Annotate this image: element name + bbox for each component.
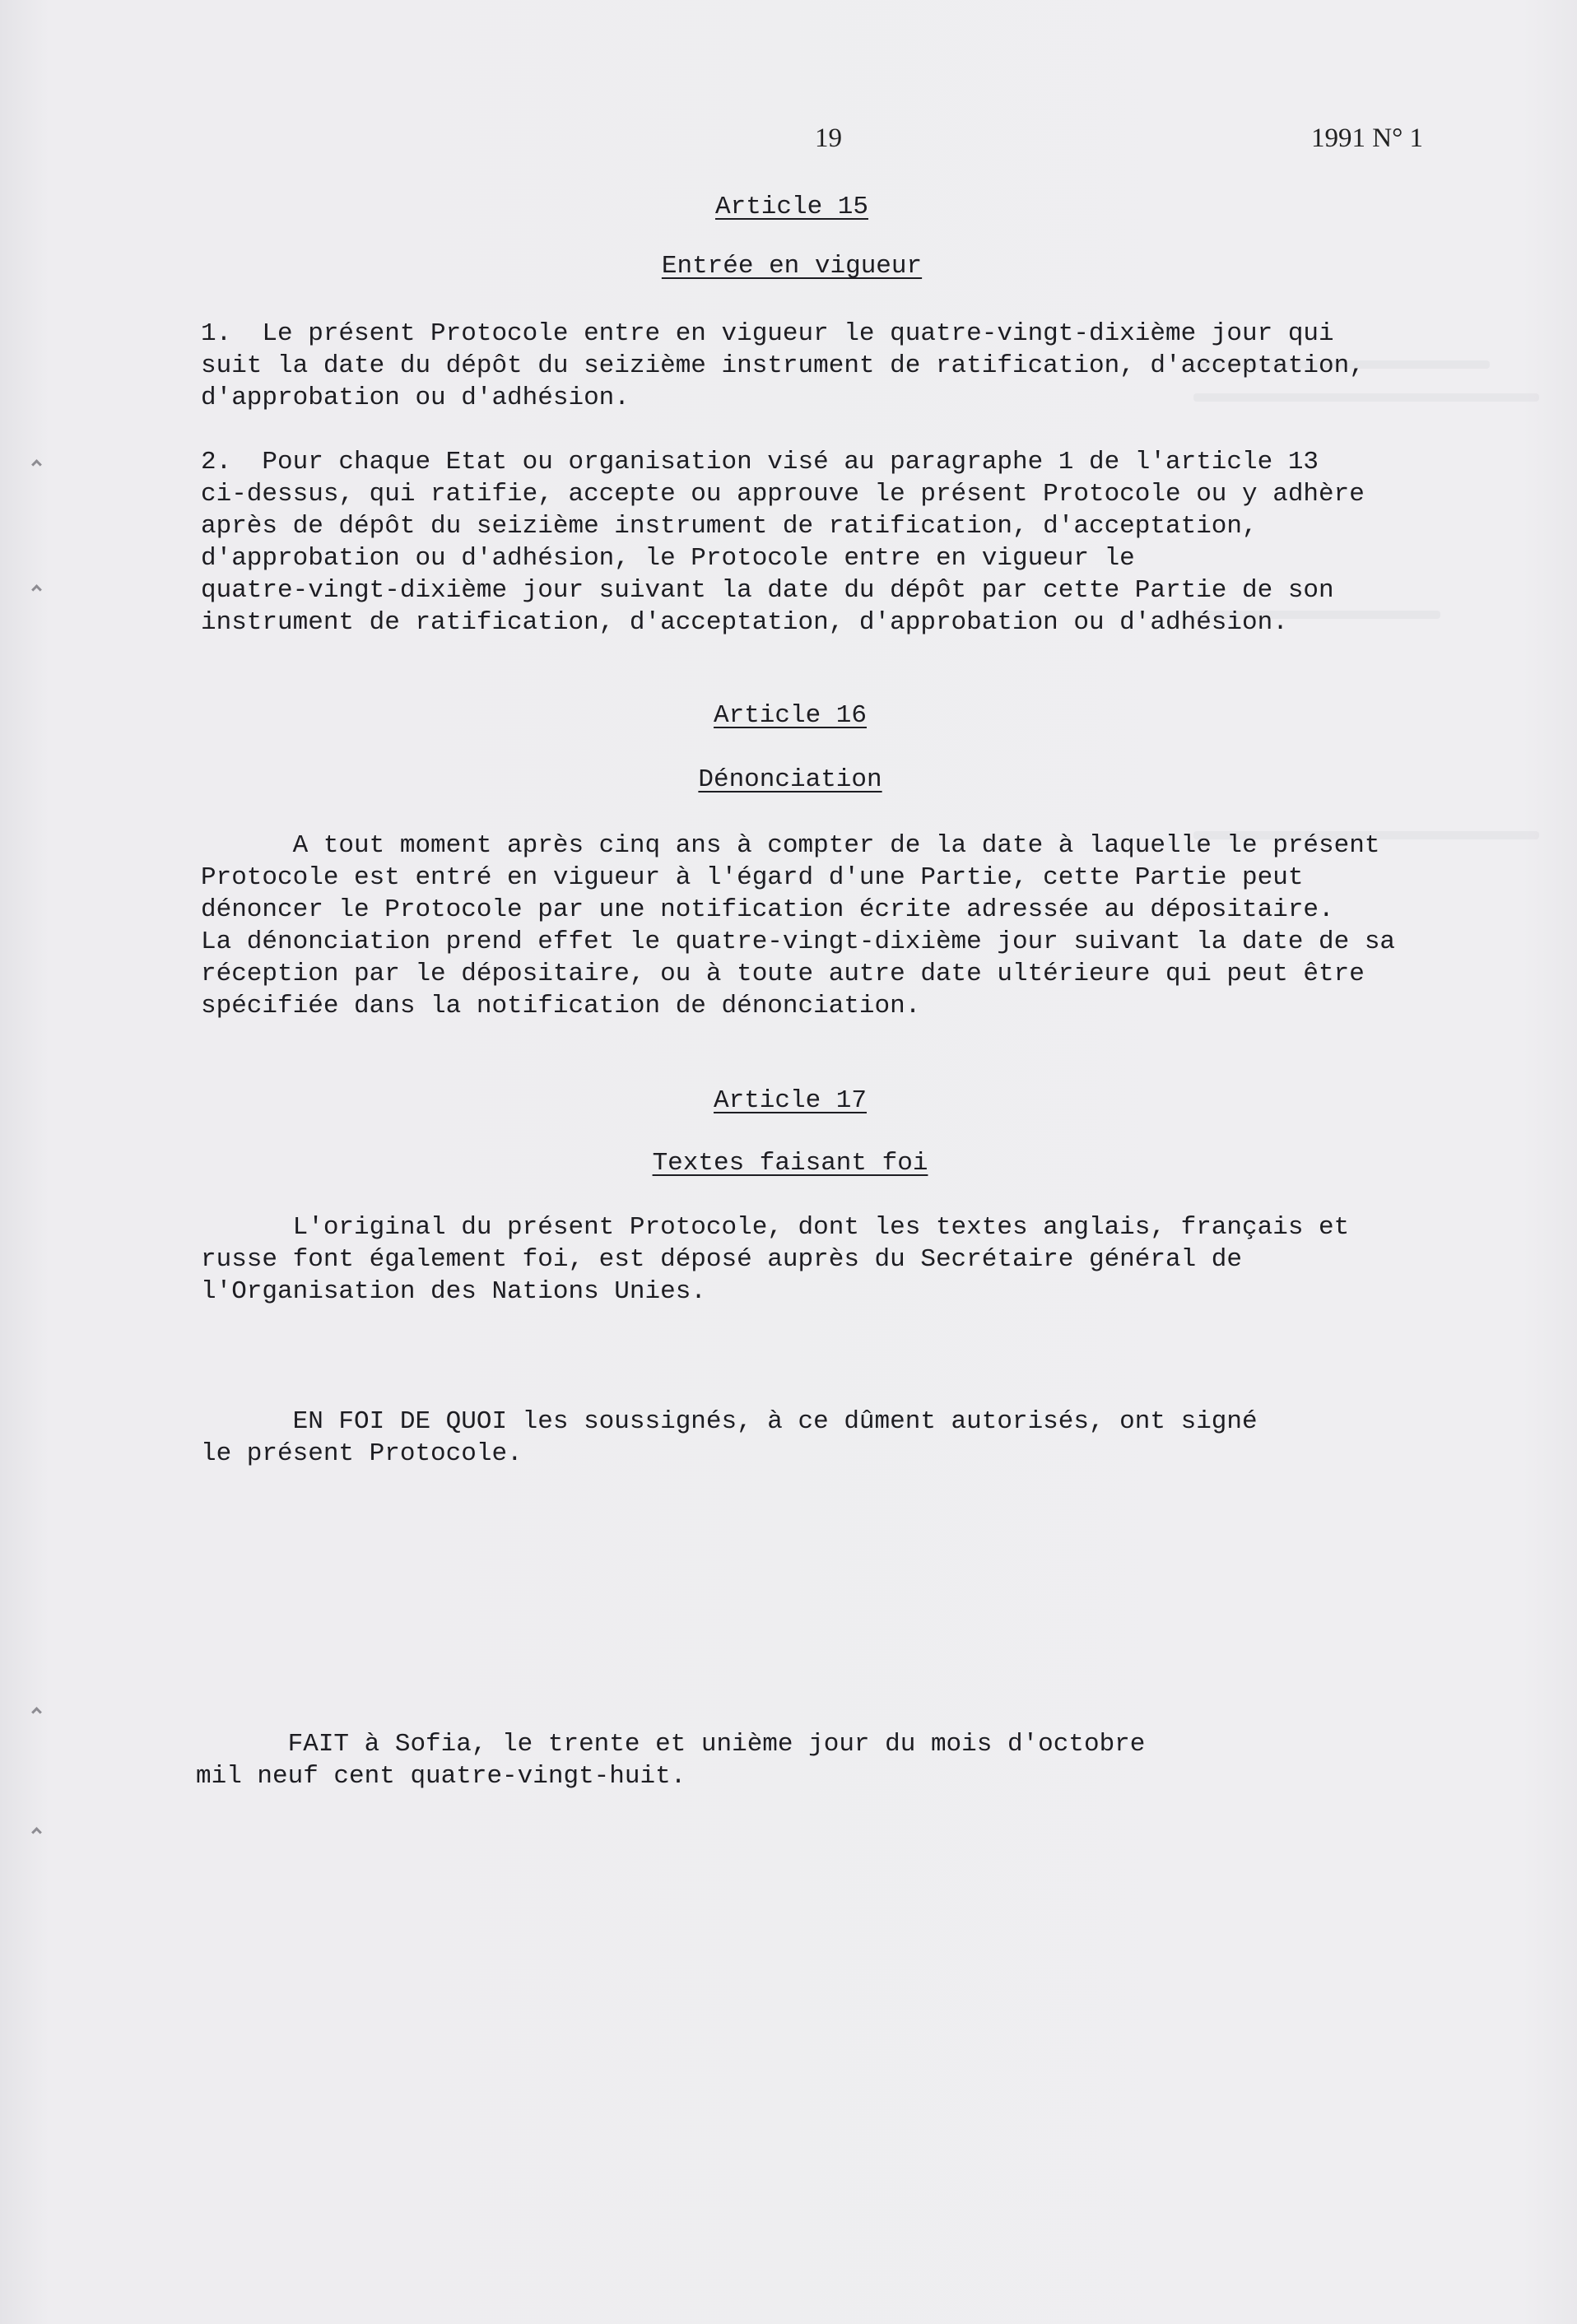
binding-hole-mark <box>31 1707 42 1717</box>
binding-hole-mark <box>31 459 42 470</box>
article-17-title: Article 17 <box>713 1086 868 1115</box>
article-15-paragraph-2: 2. Pour chaque Etat ou organisation visé au paragraphe 1 de l'article 13 ci-dessus, qui ratifie, accepte ou approuve le présent Protocole ou y adhère après de dépôt du seizième instrument de ratification, d'acceptation, d'approbation ou d'adhésion, le Protocole entre en vigueur le quatre-vingt-dixième jour suivant la date du dépôt par cette Partie de son instrument de ratification, d'acceptation, d'approbation ou d'adhésion. <box>201 448 1365 637</box>
article-15-paragraph-1: 1. Le présent Protocole entre en vigueur le quatre-vingt-dixième jour qui suit la date du dépôt du seizième instrument de ratification, d'acceptation, d'approbation ou d'adhésion. <box>201 319 1365 412</box>
witness-clause: EN FOI DE QUOI les soussignés, à ce dûment autorisés, ont signé le présent Protocole. <box>201 1407 1258 1468</box>
binding-hole-mark <box>31 584 42 595</box>
article-15-subtitle: Entrée en vigueur <box>661 252 923 281</box>
article-15-title: Article 15 <box>714 193 869 221</box>
article-16-paragraph: A tout moment après cinq ans à compter de la date à laquelle le présent Protocole est entré en vigueur à l'égard d'une Partie, cette Partie peut dénoncer le Protocole par une notification écrite adressée au dépositaire. La dénonciation prend effet le quatre-vingt-dixième jour suivant la date de sa réception par le dépositaire, ou à toute autre date ultérieure qui peut être spécifiée dans la notification de dénonciation. <box>201 831 1396 1020</box>
done-at-clause: FAIT à Sofia, le trente et unième jour du mois d'octobre mil neuf cent quatre-vingt-huit. <box>196 1730 1146 1791</box>
article-17-subtitle: Textes faisant foi <box>652 1149 928 1178</box>
page-number: 19 <box>815 123 842 153</box>
article-16-subtitle: Dénonciation <box>698 765 882 794</box>
article-16-title: Article 16 <box>713 701 868 730</box>
article-17-paragraph: L'original du présent Protocole, dont les textes anglais, français et russe font également foi, est déposé auprès du Secrétaire général de l'Organisation des Nations Unies. <box>201 1213 1350 1306</box>
binding-hole-mark <box>31 1827 42 1838</box>
issue-reference: 1991 N° 1 <box>1311 123 1424 153</box>
